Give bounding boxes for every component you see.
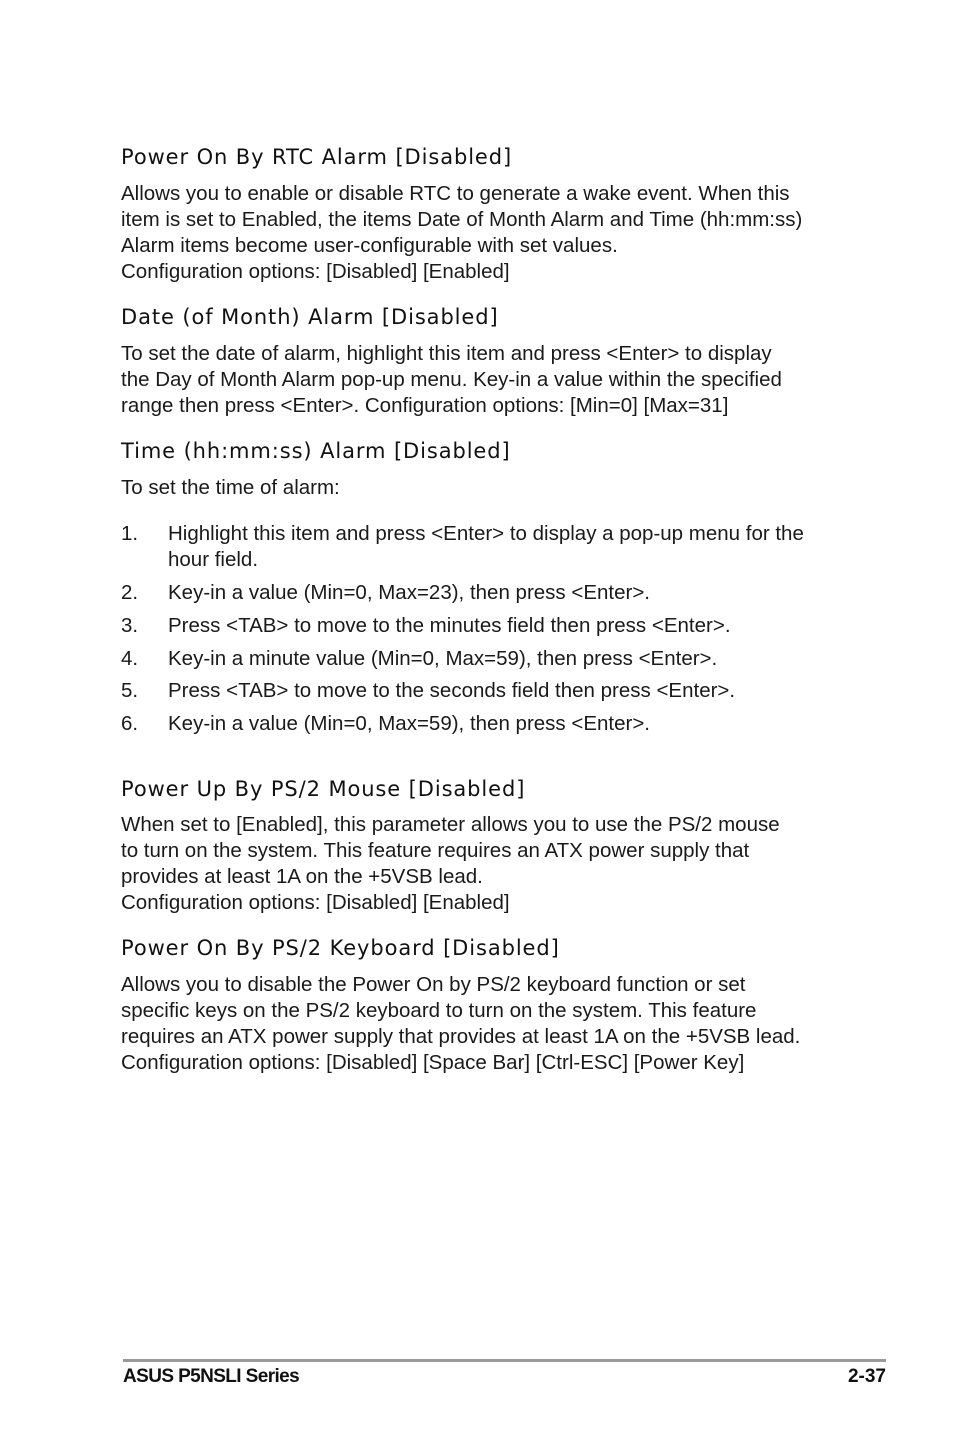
step-line: Press <TAB> to move to the seconds field then press <Enter>. [168, 679, 736, 702]
body-line: To set the time of alarm: [121, 476, 340, 499]
section-body-rtc-alarm [121, 181, 841, 285]
step-line: Key-in a value (Min=0, Max=23), then press <Enter>. [168, 581, 651, 604]
body-line: provides at least 1A on the +5VSB lead. [121, 865, 483, 888]
step-text [168, 678, 848, 704]
step-line: Key-in a value (Min=0, Max=59), then press <Enter>. [168, 712, 651, 735]
section-heading-date-alarm: Date (of Month) Alarm [Disabled] [121, 305, 499, 329]
body-line: Allows you to enable or disable RTC to generate a wake event. When this [121, 182, 790, 205]
section-heading-time-alarm: Time (hh:mm:ss) Alarm [Disabled] [121, 439, 511, 463]
step-line: hour field. [168, 548, 259, 571]
body-line: specific keys on the PS/2 keyboard to turn on the system. This feature [121, 999, 757, 1022]
section-heading-ps2-keyboard: Power On By PS/2 Keyboard [Disabled] [121, 936, 560, 960]
section-body-ps2-mouse [121, 812, 841, 916]
section-body-ps2-keyboard [121, 972, 841, 1076]
body-line: Configuration options: [Disabled] [Enabled] [121, 891, 510, 914]
body-line: Configuration options: [Disabled] [Enabled] [121, 260, 510, 283]
step-number: 2. [121, 581, 139, 604]
step-text [168, 646, 848, 672]
body-line: to turn on the system. This feature requires an ATX power supply that [121, 839, 750, 862]
step-number: 6. [121, 712, 139, 735]
body-line: the Day of Month Alarm pop-up menu. Key-in a value within the specified [121, 368, 782, 391]
step-number: 4. [121, 647, 139, 670]
section-heading-ps2-mouse: Power Up By PS/2 Mouse [Disabled] [121, 777, 526, 801]
step-text [168, 521, 848, 573]
footer-divider [123, 1359, 886, 1362]
step-number: 5. [121, 679, 139, 702]
body-line: Allows you to disable the Power On by PS/2 keyboard function or set [121, 973, 746, 996]
step-text [168, 711, 848, 737]
step-line: Press <TAB> to move to the minutes field then press <Enter>. [168, 614, 731, 637]
step-line: Highlight this item and press <Enter> to display a pop-up menu for the [168, 522, 804, 545]
body-line: To set the date of alarm, highlight this item and press <Enter> to display [121, 342, 772, 365]
section-body-time-alarm [121, 475, 841, 501]
section-body-date-alarm [121, 341, 841, 419]
body-line: Alarm items become user-configurable with set values. [121, 234, 618, 257]
body-line: requires an ATX power supply that provides at least 1A on the +5VSB lead. [121, 1025, 801, 1048]
step-line: Key-in a minute value (Min=0, Max=59), then press <Enter>. [168, 647, 718, 670]
body-line: range then press <Enter>. Configuration options: [Min=0] [Max=31] [121, 394, 729, 417]
section-heading-rtc-alarm: Power On By RTC Alarm [Disabled] [121, 145, 513, 169]
footer-page-number: 2-37 [847, 1366, 886, 1387]
body-line: item is set to Enabled, the items Date of Month Alarm and Time (hh:mm:ss) [121, 208, 803, 231]
step-number: 1. [121, 522, 139, 545]
body-line: When set to [Enabled], this parameter allows you to use the PS/2 mouse [121, 813, 780, 836]
step-text [168, 580, 848, 606]
body-line: Configuration options: [Disabled] [Space Bar] [Ctrl-ESC] [Power Key] [121, 1051, 745, 1074]
step-text [168, 613, 848, 639]
footer-product-name: ASUS P5NSLI Series [123, 1366, 300, 1387]
step-number: 3. [121, 614, 139, 637]
